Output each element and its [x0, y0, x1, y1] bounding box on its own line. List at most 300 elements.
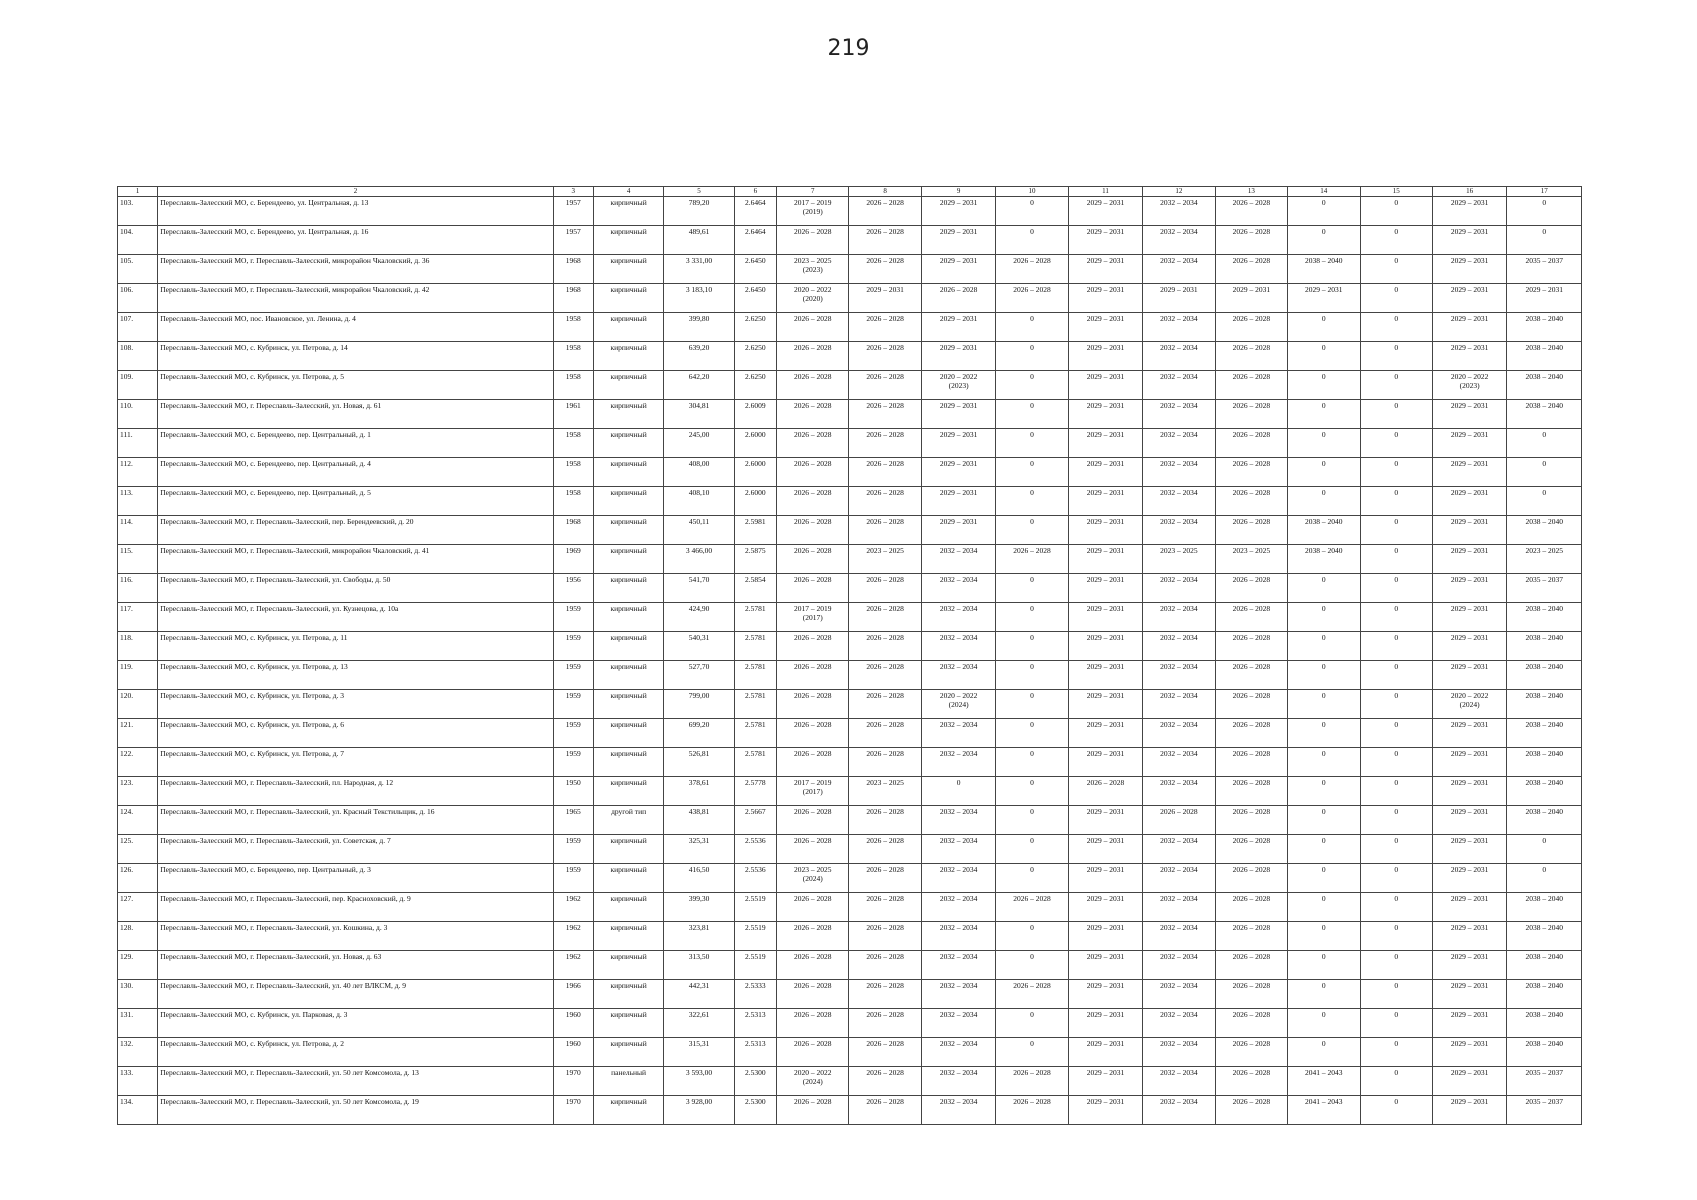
- address-cell: Переславль-Залесский МО, г. Переславль-Залесский, ул. Новая, д. 63: [158, 951, 553, 980]
- table-cell: 0: [996, 1038, 1068, 1067]
- table-cell: 0: [1360, 777, 1432, 806]
- table-row: [118, 806, 1582, 835]
- table-cell: 2026 – 2028: [849, 835, 921, 864]
- table-cell: 2026 – 2028: [849, 806, 921, 835]
- table-row: [118, 371, 1582, 400]
- table-cell: 0: [996, 748, 1068, 777]
- table-cell: 2.5300: [734, 1096, 776, 1125]
- row-number-cell: 113.: [118, 487, 158, 516]
- table-cell: кирпичный: [593, 864, 663, 893]
- table-cell: 2.5781: [734, 690, 776, 719]
- address-cell: Переславль-Залесский МО, г. Переславль-Залесский, микрорайон Чкаловский, д. 41: [158, 545, 553, 574]
- row-number-cell: 115.: [118, 545, 158, 574]
- column-number: 9: [921, 187, 995, 197]
- table-cell: 2038 – 2040: [1288, 255, 1360, 284]
- table-cell: 0: [1360, 545, 1432, 574]
- address-cell: Переславль-Залесский МО, с. Кубринск, ул. Петрова, д. 5: [158, 371, 553, 400]
- table-cell: 0: [1288, 603, 1360, 632]
- table-cell: 408,00: [664, 458, 734, 487]
- table-row: [118, 313, 1582, 342]
- table-cell: 2029 – 2031: [1432, 197, 1506, 226]
- table-cell: 2029 – 2031: [1068, 1038, 1142, 1067]
- table-cell: 2032 – 2034: [1143, 458, 1215, 487]
- table-cell: кирпичный: [593, 1038, 663, 1067]
- table-cell: 1962: [553, 893, 593, 922]
- table-cell: 0: [996, 835, 1068, 864]
- address-cell: Переславль-Залесский МО, г. Переславль-Залесский, пер. Красноховский, д. 9: [158, 893, 553, 922]
- table-cell: 2026 – 2028: [849, 1009, 921, 1038]
- table-cell: кирпичный: [593, 545, 663, 574]
- table-cell: 2035 – 2037: [1507, 255, 1582, 284]
- table-cell: 2032 – 2034: [921, 980, 995, 1009]
- table-cell: 1960: [553, 1009, 593, 1038]
- table-cell: 2026 – 2028: [1215, 922, 1287, 951]
- table-cell: 1959: [553, 748, 593, 777]
- table-cell: 2029 – 2031: [1068, 400, 1142, 429]
- table-cell: 2026 – 2028: [849, 893, 921, 922]
- table-cell: 0: [1507, 226, 1582, 255]
- table-cell: 2029 – 2031: [921, 226, 995, 255]
- table-cell: 2026 – 2028: [849, 226, 921, 255]
- table-cell: 2026 – 2028: [1215, 1038, 1287, 1067]
- table-cell: 2038 – 2040: [1507, 1009, 1582, 1038]
- table-cell: 2.6000: [734, 487, 776, 516]
- table-cell: 0: [1360, 806, 1432, 835]
- table-cell: 2.5875: [734, 545, 776, 574]
- column-number: 13: [1215, 187, 1287, 197]
- row-number-cell: 132.: [118, 1038, 158, 1067]
- table-cell: 2029 – 2031: [1432, 864, 1506, 893]
- table-row: [118, 893, 1582, 922]
- table-cell: 304,81: [664, 400, 734, 429]
- table-cell: 2029 – 2031: [1432, 893, 1506, 922]
- table-cell: 0: [1360, 1038, 1432, 1067]
- table-cell: 2032 – 2034: [1143, 574, 1215, 603]
- table-cell: 0: [1288, 342, 1360, 371]
- table-cell: 1958: [553, 487, 593, 516]
- table-cell: 0: [1360, 400, 1432, 429]
- table-cell: 0: [996, 661, 1068, 690]
- table-cell: 2.5981: [734, 516, 776, 545]
- column-number: 17: [1507, 187, 1582, 197]
- column-number: 3: [553, 187, 593, 197]
- address-cell: Переславль-Залесский МО, с. Кубринск, ул. Петрова, д. 7: [158, 748, 553, 777]
- table-cell: 408,10: [664, 487, 734, 516]
- table-cell: 2032 – 2034: [1143, 922, 1215, 951]
- table-cell: 2029 – 2031: [1432, 429, 1506, 458]
- table-cell: кирпичный: [593, 371, 663, 400]
- table-cell: 0: [996, 806, 1068, 835]
- table-cell: 2032 – 2034: [1143, 951, 1215, 980]
- table-cell: 2038 – 2040: [1507, 603, 1582, 632]
- table-cell: 0: [1288, 777, 1360, 806]
- table-cell: 2032 – 2034: [1143, 429, 1215, 458]
- table-cell: панельный: [593, 1067, 663, 1096]
- table-cell: 2.5519: [734, 951, 776, 980]
- table-cell: 2026 – 2028: [1215, 951, 1287, 980]
- table-cell: 0: [1288, 806, 1360, 835]
- table-cell: 2026 – 2028: [776, 226, 848, 255]
- table-cell: 1959: [553, 719, 593, 748]
- table-cell: 2029 – 2031: [1068, 864, 1142, 893]
- table-cell: 2032 – 2034: [1143, 690, 1215, 719]
- table-cell: 0: [996, 516, 1068, 545]
- table-cell: 2032 – 2034: [1143, 255, 1215, 284]
- table-cell: 2026 – 2028: [776, 574, 848, 603]
- table-cell: 0: [1360, 197, 1432, 226]
- table-cell: 2026 – 2028: [996, 980, 1068, 1009]
- table-cell: 2029 – 2031: [1432, 458, 1506, 487]
- table-row: [118, 545, 1582, 574]
- table-cell: 0: [1360, 342, 1432, 371]
- table-cell: 0: [996, 400, 1068, 429]
- table-cell: 2032 – 2034: [921, 1009, 995, 1038]
- table-cell: 2.5778: [734, 777, 776, 806]
- table-cell: 0: [1507, 864, 1582, 893]
- table-row: [118, 400, 1582, 429]
- column-number: 15: [1360, 187, 1432, 197]
- column-number: 7: [776, 187, 848, 197]
- table-cell: 1950: [553, 777, 593, 806]
- table-cell: 2038 – 2040: [1288, 545, 1360, 574]
- table-cell: 0: [1360, 313, 1432, 342]
- table-cell: 2026 – 2028: [776, 690, 848, 719]
- table-cell: 2026 – 2028: [1215, 313, 1287, 342]
- table-cell: 399,30: [664, 893, 734, 922]
- table-cell: 2026 – 2028: [1215, 777, 1287, 806]
- table-cell: 2026 – 2028: [1143, 806, 1215, 835]
- column-number: 16: [1432, 187, 1506, 197]
- table-cell: 2029 – 2031: [921, 400, 995, 429]
- table-cell: другой тип: [593, 806, 663, 835]
- table-cell: 2038 – 2040: [1507, 980, 1582, 1009]
- table-row: [118, 864, 1582, 893]
- table-cell: 2026 – 2028: [776, 632, 848, 661]
- table-cell: 0: [1360, 429, 1432, 458]
- table-cell: 315,31: [664, 1038, 734, 1067]
- address-cell: Переславль-Залесский МО, с. Берендеево, ул. Центральная, д. 13: [158, 197, 553, 226]
- table-cell: 2032 – 2034: [1143, 313, 1215, 342]
- table-cell: 2029 – 2031: [1432, 632, 1506, 661]
- table-cell: 2038 – 2040: [1507, 893, 1582, 922]
- table-cell: 0: [1360, 864, 1432, 893]
- table-cell: 2029 – 2031: [1432, 603, 1506, 632]
- table-cell: 2.5519: [734, 922, 776, 951]
- table-cell: 2020 – 2022 (2020): [776, 284, 848, 313]
- table-cell: 2029 – 2031: [921, 342, 995, 371]
- table-cell: 2026 – 2028: [849, 719, 921, 748]
- table-cell: кирпичный: [593, 342, 663, 371]
- table-cell: 2026 – 2028: [776, 545, 848, 574]
- table-row: [118, 690, 1582, 719]
- table-cell: 2026 – 2028: [776, 371, 848, 400]
- table-cell: 0: [1360, 690, 1432, 719]
- address-cell: Переславль-Залесский МО, с. Кубринск, ул. Петрова, д. 14: [158, 342, 553, 371]
- row-number-cell: 106.: [118, 284, 158, 313]
- row-number-cell: 105.: [118, 255, 158, 284]
- row-number-cell: 107.: [118, 313, 158, 342]
- table-cell: 2029 – 2031: [1068, 574, 1142, 603]
- table-cell: кирпичный: [593, 893, 663, 922]
- table-cell: 2029 – 2031: [1068, 893, 1142, 922]
- table-cell: 2029 – 2031: [1432, 661, 1506, 690]
- row-number-cell: 127.: [118, 893, 158, 922]
- table-cell: 0: [1288, 1038, 1360, 1067]
- table-cell: 0: [1360, 1009, 1432, 1038]
- table-cell: 642,20: [664, 371, 734, 400]
- table-cell: 2029 – 2031: [1432, 574, 1506, 603]
- row-number-cell: 134.: [118, 1096, 158, 1125]
- table-cell: 0: [1360, 835, 1432, 864]
- table-cell: 639,20: [664, 342, 734, 371]
- table-cell: 2029 – 2031: [1432, 1067, 1506, 1096]
- table-row: [118, 922, 1582, 951]
- table-cell: 0: [996, 690, 1068, 719]
- table-cell: кирпичный: [593, 516, 663, 545]
- table-cell: 0: [1360, 255, 1432, 284]
- table-cell: 2032 – 2034: [921, 603, 995, 632]
- housing-schedule-table: [117, 186, 1582, 1125]
- table-cell: 2029 – 2031: [849, 284, 921, 313]
- table-cell: 2029 – 2031: [921, 487, 995, 516]
- table-cell: кирпичный: [593, 284, 663, 313]
- table-cell: 2026 – 2028: [996, 255, 1068, 284]
- table-cell: 2017 – 2019 (2019): [776, 197, 848, 226]
- table-cell: 2032 – 2034: [1143, 400, 1215, 429]
- address-cell: Переславль-Залесский МО, г. Переславль-Залесский, микрорайон Чкаловский, д. 36: [158, 255, 553, 284]
- table-cell: 0: [1507, 835, 1582, 864]
- table-cell: 2029 – 2031: [1432, 748, 1506, 777]
- table-cell: 2032 – 2034: [1143, 197, 1215, 226]
- table-cell: 2.5781: [734, 661, 776, 690]
- column-number: 4: [593, 187, 663, 197]
- table-row: [118, 603, 1582, 632]
- table-cell: 0: [1288, 574, 1360, 603]
- table-cell: 1957: [553, 226, 593, 255]
- table-cell: 0: [1360, 516, 1432, 545]
- row-number-cell: 117.: [118, 603, 158, 632]
- table-cell: 2026 – 2028: [996, 1067, 1068, 1096]
- table-cell: 2026 – 2028: [776, 487, 848, 516]
- row-number-cell: 128.: [118, 922, 158, 951]
- table-cell: 2032 – 2034: [1143, 226, 1215, 255]
- table-cell: 0: [1288, 980, 1360, 1009]
- table-cell: 2032 – 2034: [921, 1096, 995, 1125]
- table-cell: 0: [1288, 922, 1360, 951]
- table-cell: 2.6250: [734, 371, 776, 400]
- table-cell: 2029 – 2031: [1068, 429, 1142, 458]
- table-cell: 0: [1507, 197, 1582, 226]
- table-cell: 1959: [553, 632, 593, 661]
- address-cell: Переславль-Залесский МО, с. Кубринск, ул. Петрова, д. 2: [158, 1038, 553, 1067]
- table-cell: 2026 – 2028: [849, 342, 921, 371]
- address-cell: Переславль-Залесский МО, с. Кубринск, ул. Петрова, д. 6: [158, 719, 553, 748]
- table-cell: 2032 – 2034: [1143, 1038, 1215, 1067]
- table-cell: 0: [1360, 951, 1432, 980]
- address-cell: Переславль-Залесский МО, г. Переславль-Залесский, ул. Советская, д. 7: [158, 835, 553, 864]
- table-cell: 378,61: [664, 777, 734, 806]
- row-number-cell: 108.: [118, 342, 158, 371]
- table-cell: 2026 – 2028: [776, 980, 848, 1009]
- table-cell: 2032 – 2034: [921, 835, 995, 864]
- table-cell: 2041 – 2043: [1288, 1096, 1360, 1125]
- table-cell: 2029 – 2031: [1068, 719, 1142, 748]
- table-cell: 2.5300: [734, 1067, 776, 1096]
- table-cell: 2026 – 2028: [849, 574, 921, 603]
- row-number-cell: 104.: [118, 226, 158, 255]
- address-cell: Переславль-Залесский МО, с. Берендеево, пер. Центральный, д. 4: [158, 458, 553, 487]
- table-cell: 1960: [553, 1038, 593, 1067]
- table-cell: 2029 – 2031: [1068, 197, 1142, 226]
- table-cell: 2029 – 2031: [1432, 545, 1506, 574]
- table-cell: 2026 – 2028: [776, 429, 848, 458]
- table-cell: 2032 – 2034: [1143, 661, 1215, 690]
- table-cell: 2026 – 2028: [849, 922, 921, 951]
- table-cell: кирпичный: [593, 574, 663, 603]
- table-cell: 2032 – 2034: [921, 632, 995, 661]
- table-cell: 2023 – 2025: [1143, 545, 1215, 574]
- table-row: [118, 1067, 1582, 1096]
- table-cell: 2026 – 2028: [849, 1096, 921, 1125]
- table-cell: кирпичный: [593, 835, 663, 864]
- table-cell: 2026 – 2028: [849, 458, 921, 487]
- table-cell: 2029 – 2031: [1068, 371, 1142, 400]
- table-cell: 0: [996, 864, 1068, 893]
- table-cell: 2026 – 2028: [1215, 719, 1287, 748]
- table-row: [118, 226, 1582, 255]
- row-number-cell: 119.: [118, 661, 158, 690]
- table-cell: 3 466,00: [664, 545, 734, 574]
- table-cell: 0: [1360, 661, 1432, 690]
- table-cell: 2026 – 2028: [1215, 371, 1287, 400]
- table-cell: 2026 – 2028: [1215, 516, 1287, 545]
- table-cell: 799,00: [664, 690, 734, 719]
- table-cell: 2.6450: [734, 255, 776, 284]
- table-cell: 526,81: [664, 748, 734, 777]
- table-cell: 2026 – 2028: [776, 748, 848, 777]
- table-cell: кирпичный: [593, 748, 663, 777]
- table-cell: 2029 – 2031: [1068, 661, 1142, 690]
- table-cell: 0: [1288, 719, 1360, 748]
- row-number-cell: 123.: [118, 777, 158, 806]
- table-cell: 1958: [553, 313, 593, 342]
- table-cell: 2029 – 2031: [1432, 806, 1506, 835]
- table-cell: 2026 – 2028: [1215, 342, 1287, 371]
- table-cell: 2032 – 2034: [1143, 371, 1215, 400]
- table-cell: 0: [1360, 371, 1432, 400]
- table-cell: 2029 – 2031: [1432, 951, 1506, 980]
- table-cell: 2026 – 2028: [996, 893, 1068, 922]
- table-cell: кирпичный: [593, 400, 663, 429]
- table-cell: кирпичный: [593, 603, 663, 632]
- table-cell: 2020 – 2022 (2024): [1432, 690, 1506, 719]
- table-cell: 2029 – 2031: [1068, 458, 1142, 487]
- row-number-cell: 120.: [118, 690, 158, 719]
- table-cell: 0: [1360, 226, 1432, 255]
- table-cell: 1959: [553, 835, 593, 864]
- table-cell: 2026 – 2028: [849, 371, 921, 400]
- table-cell: 0: [996, 719, 1068, 748]
- table-cell: 2029 – 2031: [1068, 1096, 1142, 1125]
- table-cell: 2032 – 2034: [921, 545, 995, 574]
- table-cell: 699,20: [664, 719, 734, 748]
- table-cell: 3 928,00: [664, 1096, 734, 1125]
- row-number-cell: 131.: [118, 1009, 158, 1038]
- table-cell: 323,81: [664, 922, 734, 951]
- table-cell: 2029 – 2031: [1432, 487, 1506, 516]
- table-cell: 2026 – 2028: [776, 951, 848, 980]
- table-cell: 2026 – 2028: [776, 922, 848, 951]
- table-cell: 2029 – 2031: [1432, 922, 1506, 951]
- table-cell: 2026 – 2028: [1215, 661, 1287, 690]
- row-number-cell: 110.: [118, 400, 158, 429]
- table-cell: 2026 – 2028: [849, 400, 921, 429]
- table-cell: 1962: [553, 922, 593, 951]
- table-cell: 2032 – 2034: [1143, 1067, 1215, 1096]
- table-cell: 1962: [553, 951, 593, 980]
- table-cell: 3 593,00: [664, 1067, 734, 1096]
- address-cell: Переславль-Залесский МО, с. Кубринск, ул. Петрова, д. 13: [158, 661, 553, 690]
- address-cell: Переславль-Залесский МО, г. Переславль-Залесский, ул. 50 лет Комсомола, д. 19: [158, 1096, 553, 1125]
- table-cell: 1958: [553, 429, 593, 458]
- table-cell: 2026 – 2028: [849, 429, 921, 458]
- table-cell: 2032 – 2034: [1143, 342, 1215, 371]
- table-cell: 0: [996, 777, 1068, 806]
- table-cell: 2.5519: [734, 893, 776, 922]
- address-cell: Переславль-Залесский МО, г. Переславль-Залесский, ул. Кошкина, д. 3: [158, 922, 553, 951]
- table-cell: 1965: [553, 806, 593, 835]
- table-cell: 2026 – 2028: [1215, 226, 1287, 255]
- table-row: [118, 429, 1582, 458]
- table-cell: 2032 – 2034: [921, 1067, 995, 1096]
- table-cell: кирпичный: [593, 429, 663, 458]
- table-cell: 2032 – 2034: [921, 574, 995, 603]
- table-cell: 2026 – 2028: [849, 690, 921, 719]
- table-cell: 2026 – 2028: [1215, 255, 1287, 284]
- table-cell: 2029 – 2031: [1068, 342, 1142, 371]
- table-row: [118, 980, 1582, 1009]
- row-number-cell: 129.: [118, 951, 158, 980]
- address-cell: Переславль-Залесский МО, с. Берендеево, пер. Центральный, д. 1: [158, 429, 553, 458]
- table-cell: кирпичный: [593, 980, 663, 1009]
- table-cell: кирпичный: [593, 951, 663, 980]
- table-cell: 2029 – 2031: [921, 197, 995, 226]
- row-number-cell: 118.: [118, 632, 158, 661]
- table-cell: 2038 – 2040: [1507, 400, 1582, 429]
- table-row: [118, 197, 1582, 226]
- table-cell: 2026 – 2028: [1215, 632, 1287, 661]
- table-cell: 0: [1360, 980, 1432, 1009]
- table-cell: 0: [996, 429, 1068, 458]
- row-number-cell: 122.: [118, 748, 158, 777]
- table-cell: 0: [996, 342, 1068, 371]
- table-cell: кирпичный: [593, 719, 663, 748]
- table-cell: 2023 – 2025: [1215, 545, 1287, 574]
- table-row: [118, 777, 1582, 806]
- table-cell: 0: [1360, 748, 1432, 777]
- column-number: 1: [118, 187, 158, 197]
- table-cell: 541,70: [664, 574, 734, 603]
- table-cell: 0: [1288, 661, 1360, 690]
- table-cell: 0: [996, 632, 1068, 661]
- table-cell: 2017 – 2019 (2017): [776, 603, 848, 632]
- table-cell: 2026 – 2028: [776, 1009, 848, 1038]
- table-cell: кирпичный: [593, 632, 663, 661]
- row-number-cell: 112.: [118, 458, 158, 487]
- table-cell: 2032 – 2034: [921, 922, 995, 951]
- table-cell: кирпичный: [593, 690, 663, 719]
- row-number-cell: 130.: [118, 980, 158, 1009]
